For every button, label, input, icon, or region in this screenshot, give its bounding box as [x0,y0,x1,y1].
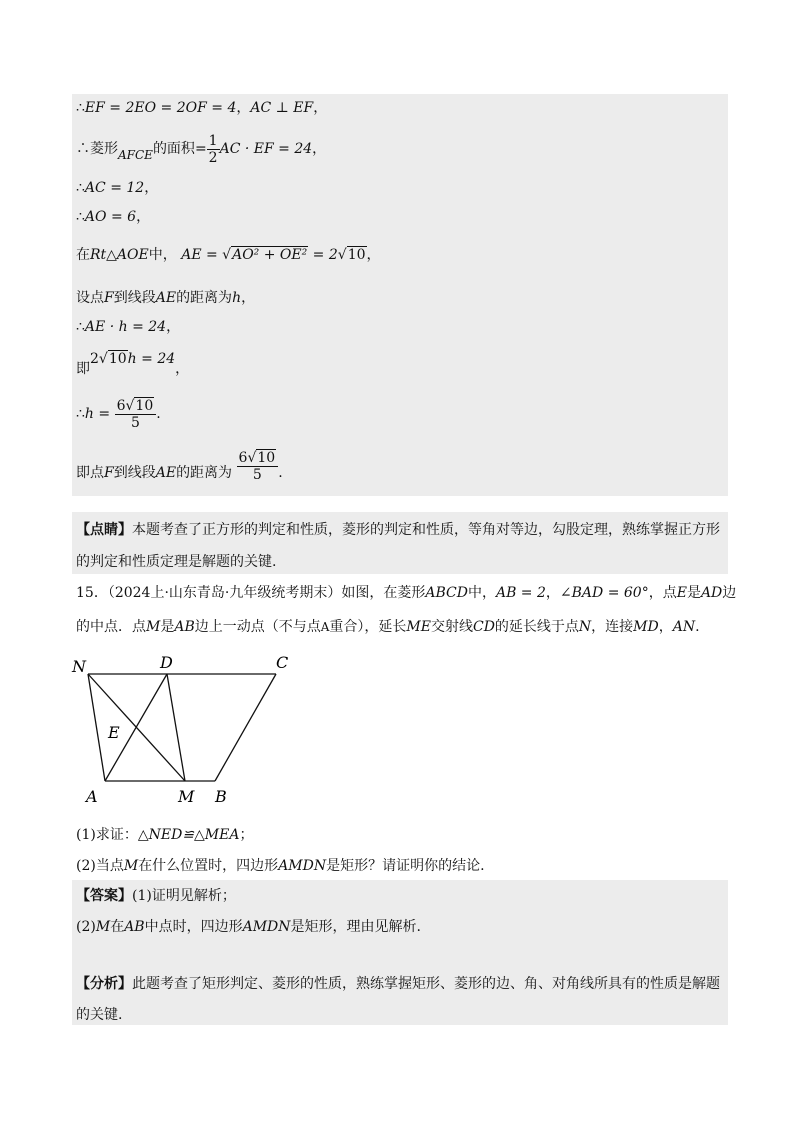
math: AB = 2 [495,585,546,601]
text: 中， [148,247,177,263]
fraction: $\frac{6√10}{5}$ [237,450,279,483]
analysis-label: 【分析】 [76,976,132,992]
text: ， [236,100,251,116]
text: 是 [160,619,175,635]
fraction [207,133,220,166]
math: AE [155,465,177,481]
math: AC = 12 [84,180,145,196]
text: . [695,619,700,635]
text: ， [241,290,256,306]
label-D: D [160,653,173,672]
solution-line-4 [76,208,150,226]
question-line-2 [76,618,700,636]
math: AE [155,290,177,306]
text: (1)求证： [76,827,138,843]
text: ∴ [76,319,85,335]
solution-line-6 [76,289,255,307]
answer-line-1 [76,887,236,905]
math: AB [124,919,145,935]
question-line-1 [76,584,736,602]
solution-line-9 [76,397,161,431]
denominator: 5 [252,467,262,483]
math: 10 [347,247,366,263]
text: ，连接 [591,619,634,635]
text: ， [166,319,181,335]
label-M: M [178,787,195,806]
math: h [232,290,242,306]
text: 中， [467,585,496,601]
part-1 [76,826,253,844]
comment-label: 【点睛】 [76,522,132,538]
text: 此题考查了矩形判定、菱形的性质，熟练掌握矩形、菱形的边、角、对角线所具有的性质是解题 [132,976,720,992]
text: ； [239,827,254,843]
math: F [104,290,114,306]
math: = [194,141,207,157]
math: MD [633,619,659,635]
text: 的面积 [152,141,195,157]
math: A [320,620,330,634]
text: (2)当点 [76,858,124,874]
text: ， [313,100,328,116]
solution-line-10 [76,450,283,484]
text: 是矩形，理由见解析. [290,919,421,935]
text: 即点 [76,465,104,481]
solution-line-8: 即2√10h = 24， [76,351,190,377]
solution-line-3 [76,179,158,197]
answer-line-2 [76,918,421,936]
math: ME [406,619,431,635]
math: AB [174,619,195,635]
math: AE = [181,247,223,263]
analysis-line-1 [76,975,720,993]
denominator: 5 [130,414,140,431]
math: = 2 [308,247,338,263]
math: M [95,919,111,935]
text: (2) [76,919,96,935]
text: ， [658,619,673,635]
text: 15．（2024上·山东青岛·九年级统考期末）如图，在菱形 [76,585,426,601]
analysis-line-2 [76,1006,122,1024]
numerator-radicand: 10 [257,450,276,466]
math: AN [672,619,696,635]
text: ， [175,361,190,377]
math: F [104,465,114,481]
text: ， [545,585,560,601]
fraction: $\frac{6√10}{5}$ [115,398,157,431]
math: N [578,619,592,635]
text: ，点 [648,585,677,601]
math: AE · h = 24 [84,319,167,335]
answer-label: 【答案】 [76,888,132,904]
text: (1)证明见解析； [132,888,236,904]
comment-line-2 [76,553,276,571]
math: AD [700,585,723,601]
text: 的关键. [76,1007,123,1023]
segment-CB [215,674,276,781]
text: ∴ [76,406,85,422]
text: 在 [110,919,125,935]
text: 交射线 [430,619,473,635]
math: M [123,858,139,874]
math: ABCD [425,585,468,601]
math: CD [472,619,495,635]
text: ∴ [76,100,85,116]
text: 设点 [76,290,104,306]
rhombus-figure [60,648,310,808]
solution-line-1 [76,99,327,117]
text: 边 [722,585,737,601]
text: 即 [76,361,90,377]
text: 的延长线于点 [494,619,579,635]
label-N: N [72,657,86,676]
text: 的判定和性质定理是解题的关键. [76,554,277,570]
text: ∴ [76,209,85,225]
solution-line-7 [76,318,180,336]
math: AMDN [242,919,291,935]
label-C: C [276,653,289,672]
numerator: 1 [208,132,218,149]
solution-line-2 [76,132,326,172]
text: 在 [76,247,90,263]
comment-line-1 [76,521,720,539]
numerator-radicand: 10 [135,397,154,414]
text: ， [312,141,327,157]
text: 的距离为 [176,290,233,306]
text: ， [136,209,151,225]
label-E: E [108,723,120,742]
denominator: 2 [208,149,218,166]
text: ∴菱形 [76,141,118,157]
numerator: 6 [116,397,126,414]
text: . [156,406,161,422]
solution-line-5: 在Rt△AOE中， AE = √AO² + OE² = 2√10， [76,247,381,263]
text: ， [144,180,159,196]
text: 到线段 [113,290,156,306]
math: AMDN [278,858,327,874]
math: AFCE [118,148,153,162]
text: 重合），延长 [329,619,407,635]
math: h = 24 [127,351,176,367]
label-B: B [215,787,227,806]
math: 2 [90,351,99,367]
text: 在什么位置时，四边形 [138,858,279,874]
text: 的中点．点 [76,619,146,635]
text: 的距离为 [176,465,233,481]
text: ， [366,247,381,263]
numerator: 6 [238,450,248,466]
text: 边上一动点（不与点 [194,619,321,635]
math: △NED≌△MEA [137,827,240,843]
text: ∴ [76,180,85,196]
math: Rt△AOE [90,247,149,263]
text: 中点时，四边形 [144,919,243,935]
math: AC · EF = 24 [219,141,313,157]
text: 本题考查了正方形的判定和性质，菱形的判定和性质，等角对等边，勾股定理，熟练掌握正方形 [132,522,720,538]
text: 到线段 [113,465,156,481]
math: AC ⊥ EF [250,100,314,116]
math: ∠BAD = 60° [559,585,649,601]
text: 是 [686,585,701,601]
math: EF = 2EO = 2OF = 4 [84,100,237,116]
math: h = [84,406,111,422]
math: 10 [108,351,127,367]
math: M [146,619,161,635]
math: AO = 6 [84,209,137,225]
text: 是矩形？请证明你的结论. [326,858,485,874]
math: AO² + OE² [232,247,308,263]
math: E [676,585,687,601]
part-2 [76,857,485,875]
label-A: A [86,787,98,806]
text: . [278,465,283,481]
